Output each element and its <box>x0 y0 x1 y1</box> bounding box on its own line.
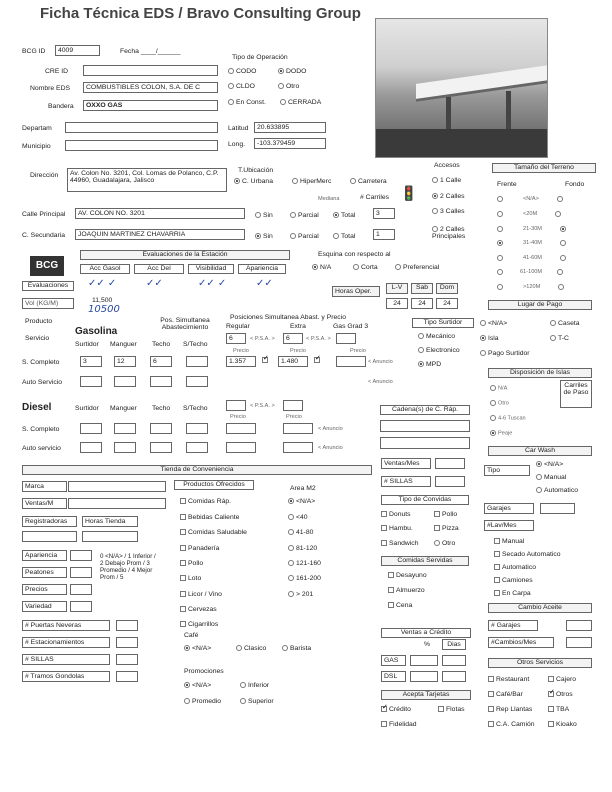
area-gt201[interactable]: > 201 <box>288 591 313 599</box>
calle-principal-field[interactable]: AV. COLON NO. 3201 <box>75 208 245 219</box>
cre-id-label: CRE ID <box>45 68 69 75</box>
cw-carpa[interactable]: En Carpa <box>494 590 531 598</box>
tarjeta-flotas[interactable]: Flotas <box>438 706 465 714</box>
estac-field[interactable] <box>116 637 138 648</box>
eval-mark-acc-del[interactable]: ✓✓ <box>146 278 163 289</box>
eval-col-acc-gasol: Acc Gasol <box>80 264 130 274</box>
comidas-serv-title: Comidas Servidas <box>381 556 469 566</box>
cs-cena[interactable]: Cena <box>388 602 412 610</box>
credito-dias-label: Dias <box>442 639 466 650</box>
as-manguer-field[interactable] <box>114 376 136 387</box>
longitud-field[interactable]: -103.379459 <box>254 138 326 149</box>
esquina-title: Esquina con respecto al <box>318 251 391 258</box>
prod-pollo[interactable]: Pollo <box>180 560 203 568</box>
ventas-m-label: Ventas/M <box>22 498 67 509</box>
apariencia-label: Apariencia <box>22 550 67 561</box>
col-manguer: Manguer <box>110 341 137 348</box>
nombre-eds-label: Nombre EDS <box>30 85 71 92</box>
surtidor-title: Tipo Surtidor <box>412 318 474 328</box>
terreno-row-3[interactable]: 21-30M <box>497 226 568 233</box>
estac-label: # Estacionamientos <box>22 637 110 648</box>
precios-field[interactable] <box>70 584 92 595</box>
precio-diesel-label: Precio <box>230 414 246 420</box>
pos-sim-label: Pos. Simultanea Abastecimiento <box>160 317 210 332</box>
terreno-row-6[interactable]: 61-100M <box>497 269 565 276</box>
precio-gasgrad-field[interactable] <box>336 356 366 367</box>
terreno-title: Tamaño del Terreno <box>492 163 596 173</box>
tarjetas-title: Acepta Tarjetas <box>381 690 471 700</box>
csec-total[interactable]: Total <box>333 233 355 241</box>
prod-cervezas[interactable]: Cervezas <box>180 606 217 614</box>
credito-gas-dias[interactable] <box>442 655 466 666</box>
ubic-urbana[interactable]: C. Urbana <box>234 178 273 186</box>
carriles-field[interactable]: 3 <box>373 208 395 219</box>
gasgrad-pos-field[interactable] <box>336 333 356 344</box>
terreno-row-5[interactable]: 41-60M <box>497 255 568 262</box>
credito-pct-label: % <box>424 641 431 648</box>
servicio-label: Servicio <box>25 335 50 342</box>
horas-col-lv: L-V <box>386 283 408 294</box>
station-photo <box>375 18 548 158</box>
departam-field[interactable] <box>65 122 218 133</box>
as-stecho-field[interactable] <box>186 376 208 387</box>
conv-donuts[interactable]: Donuts <box>381 511 411 519</box>
credito-title: Ventas a Crédito <box>381 628 471 638</box>
peatones-field[interactable] <box>70 567 92 578</box>
cr-sillas-field[interactable] <box>435 476 465 487</box>
psa-regular: < P.S.A. > <box>250 336 275 342</box>
mediana-parcial[interactable]: Parcial <box>290 212 319 220</box>
area-161-200[interactable]: 161-200 <box>288 575 321 583</box>
extra-pos-field[interactable]: 6 <box>283 333 303 344</box>
promo-na[interactable]: <N/A> <box>184 682 211 690</box>
aceite-title: Cambio Aceite <box>488 603 592 613</box>
op-cerrada[interactable]: CERRADA <box>280 99 321 107</box>
prod-cigarrillos[interactable]: Cigarrillos <box>180 621 218 629</box>
diesel-sc-techo[interactable] <box>150 423 172 434</box>
regular-check[interactable] <box>262 357 270 365</box>
horas-tienda-field[interactable] <box>82 531 138 542</box>
garajes-field[interactable] <box>540 503 575 514</box>
calle-principal-label: Calle Principal <box>22 211 66 218</box>
carriles2-field[interactable]: 1 <box>373 229 395 240</box>
conv-sandwich[interactable]: Sandwich <box>381 540 418 548</box>
vol-handwritten: 10500 <box>88 304 120 315</box>
latitud-field[interactable]: 20.633895 <box>254 122 326 133</box>
vol-label: Vol (KG/M) <box>22 298 74 309</box>
area-lt40[interactable]: <40 <box>288 514 308 522</box>
col-techo: Techo <box>152 341 171 348</box>
credito-dsl-label: DSL <box>381 671 406 682</box>
islas-na[interactable]: N/A <box>490 385 507 392</box>
horas-col-dom: Dom <box>436 283 458 294</box>
diesel-precio-field[interactable] <box>226 423 256 434</box>
cr-sillas-label: # SILLAS <box>381 476 431 487</box>
producto-label: Producto <box>25 318 53 325</box>
conv-pollo[interactable]: Pollo <box>434 511 457 519</box>
conv-pizza[interactable]: Pizza <box>434 525 459 533</box>
longitud-label: Long. <box>228 141 246 148</box>
promo-inferior[interactable]: Inferior <box>240 682 269 690</box>
tramos-field[interactable] <box>116 671 138 682</box>
csec-parcial[interactable]: Parcial <box>290 233 319 241</box>
terreno-row-1[interactable]: <N/A> <box>497 196 565 203</box>
variedad-label: Variedad <box>22 601 67 612</box>
acceso-2-principales[interactable]: 2 Calles Principales <box>432 226 466 241</box>
conv-otro[interactable]: Otro <box>434 540 455 548</box>
precios-label: Precios <box>22 584 67 595</box>
diesel-as-precio[interactable] <box>226 442 256 453</box>
carwash-automatico[interactable]: Automatico <box>536 487 578 495</box>
pago-surtidor[interactable]: Pago Surtidor <box>480 350 530 358</box>
conv-hambu[interactable]: Hambu. <box>381 525 413 533</box>
diesel-col-manguer: Manguer <box>110 405 137 412</box>
credito-gas-label: GAS <box>381 655 406 666</box>
gasgrad-label: Gas Grad 3 <box>333 323 369 330</box>
mediana-sin[interactable]: Sin <box>255 212 273 220</box>
aceite-garajes-label: # Garajes <box>488 620 538 631</box>
otros-kioako[interactable]: Kioako <box>548 721 577 729</box>
otros-cafe-bar[interactable]: Café/Bar <box>488 691 523 699</box>
promo-title: Promociones <box>184 668 224 675</box>
cadenas-title: Cadena(s) de C. Ráp. <box>380 405 470 415</box>
diesel-sc-surtidor[interactable] <box>80 423 102 434</box>
pago-tc[interactable]: T-C <box>550 335 569 343</box>
esquina-preferencial[interactable]: Preferencial <box>395 264 439 272</box>
variedad-field[interactable] <box>70 601 92 612</box>
prod-saludable[interactable]: Comidas Saludable <box>180 529 247 537</box>
prod-comidas-rap[interactable]: Comidas Ráp. <box>180 498 231 506</box>
cw-camiones[interactable]: Camiones <box>494 577 533 585</box>
direccion-label: Dirección <box>30 172 59 179</box>
extra-check[interactable] <box>314 357 322 365</box>
op-cldo[interactable]: CLDO <box>228 83 255 91</box>
apariencia-field[interactable] <box>70 550 92 561</box>
scompleto-label: S. Completo <box>22 359 60 366</box>
promo-promedio[interactable]: Promedio <box>184 698 221 706</box>
horas-col-sab: Sab <box>411 283 433 294</box>
precio-gasgrad-label: Precio <box>350 348 366 354</box>
area-81-120[interactable]: 81-120 <box>288 545 317 553</box>
ventas-mes-label: Ventas/Mes <box>381 458 431 469</box>
credito-gas-pct[interactable] <box>410 655 438 666</box>
page-title: Ficha Técnica EDS / Bravo Consulting Group <box>40 5 361 22</box>
aceite-garajes-field[interactable] <box>566 620 592 631</box>
cafe-barista[interactable]: Barista <box>282 645 311 653</box>
csec-sin[interactable]: Sin <box>255 233 273 241</box>
credito-dsl-dias[interactable] <box>442 671 466 682</box>
eval-col-acc-del: Acc Del <box>134 264 184 274</box>
cadenas-field-1[interactable] <box>380 420 470 432</box>
diesel-as-manguer[interactable] <box>114 442 136 453</box>
acceso-2-calles[interactable]: 2 Calles <box>432 193 465 201</box>
credito-dsl-pct[interactable] <box>410 671 438 682</box>
municipio-label: Municipio <box>22 143 51 150</box>
op-dodo[interactable]: DODO <box>278 68 306 76</box>
eval-mark-visibilidad[interactable]: ✓✓ ✓ <box>198 278 227 289</box>
islas-title: Disposición de Islas <box>488 368 592 378</box>
area-na[interactable]: <N/A> <box>288 498 315 506</box>
terreno-row-7[interactable]: >120M <box>497 284 566 291</box>
tarjeta-credito[interactable]: ✓Crédito <box>381 706 411 714</box>
marca-field[interactable] <box>68 481 166 492</box>
esquina-na[interactable]: N/A <box>312 264 331 272</box>
frente-label: Frente <box>497 181 517 188</box>
islas-peaje[interactable]: Peaje <box>490 430 512 437</box>
precio-regular-field[interactable]: 1.357 <box>226 356 256 367</box>
area-41-80[interactable]: 41-80 <box>288 529 313 537</box>
diesel-pos2-field[interactable] <box>283 400 303 411</box>
pago-isla[interactable]: Isla <box>480 335 499 343</box>
diesel-col-surtidor: Surtidor <box>75 405 99 412</box>
area-m2-label: Area M2 <box>290 485 316 492</box>
sc-techo-field[interactable]: 6 <box>150 356 172 367</box>
registradoras-label: Registradoras <box>22 516 77 527</box>
bcg-logo: BCG <box>30 256 64 276</box>
horas-tienda-label: Horas Tienda <box>82 516 138 527</box>
carwash-manual[interactable]: Manual <box>536 474 566 482</box>
fondo-label: Fondo <box>565 181 585 188</box>
marca-label: Marca <box>22 481 67 492</box>
pago-caseta[interactable]: Caseta <box>550 320 580 328</box>
mediana-total[interactable]: Total <box>333 212 355 220</box>
lav-mes-label: #Lav/Mes <box>484 520 534 531</box>
productos-title: Productos Ofrecidos <box>174 480 254 490</box>
cafe-na[interactable]: <N/A> <box>184 645 211 653</box>
evaluaciones-title: Evaluaciones de la Estación <box>80 250 290 260</box>
puertas-label: # Puertas Neveras <box>22 620 110 631</box>
op-en-const[interactable]: En Const. <box>228 99 266 107</box>
tarjeta-fidelidad[interactable]: Fidelidad <box>381 721 417 729</box>
sillas-field[interactable] <box>116 654 138 665</box>
diesel-as-precio2[interactable] <box>283 442 313 453</box>
evaluaciones-label: Evaluaciones <box>22 281 74 291</box>
diesel-as-surtidor[interactable] <box>80 442 102 453</box>
horas-oper-label: Horas Oper. <box>332 286 380 297</box>
latitud-label: Latitud <box>228 125 249 132</box>
ubic-hipermerc[interactable]: HiperMerc <box>292 178 331 186</box>
eval-col-visibilidad: Visibilidad <box>188 264 234 274</box>
otros-ca-camion[interactable]: C.A. Camión <box>488 721 535 729</box>
prod-licor[interactable]: Licor / Vino <box>180 591 222 599</box>
autoservicio-label: Auto Servicio <box>22 379 63 386</box>
diesel-col-techo: Techo <box>152 405 171 412</box>
anuncio-gas-as: < Anuncio <box>368 379 393 385</box>
garajes-label: Garajes <box>484 503 534 514</box>
traffic-light-icon: 🚦 <box>400 185 418 201</box>
anuncio-gas-sc: < Anuncio <box>368 359 393 365</box>
op-otro[interactable]: Otro <box>278 83 299 91</box>
cafe-title: Café <box>184 632 199 639</box>
cadenas-field-2[interactable] <box>380 437 470 449</box>
operacion-title: Tipo de Operación <box>232 54 288 61</box>
carriles-label: # Carriles <box>360 194 390 201</box>
promo-superior[interactable]: Superior <box>240 698 274 706</box>
municipio-field[interactable] <box>65 140 218 151</box>
vol-value[interactable]: 11,500 <box>92 297 113 304</box>
terreno-row-4[interactable]: 31-40M <box>497 240 568 247</box>
cs-almuerzo[interactable]: Almuerzo <box>388 587 425 595</box>
as-techo-field[interactable] <box>150 376 172 387</box>
otros-restaurant[interactable]: Restaurant <box>488 676 529 684</box>
diesel-sc-manguer[interactable] <box>114 423 136 434</box>
bcg-id-label: BCG ID <box>22 48 46 55</box>
carwash-tipo-label: Tipo <box>484 465 530 476</box>
horas-sab-field[interactable]: 24 <box>411 298 433 309</box>
esquina-corta[interactable]: Corta <box>353 264 378 272</box>
ubic-carretera[interactable]: Carretera <box>350 178 387 186</box>
eval-col-apariencia: Apariencia <box>238 264 286 274</box>
ventas-mes-field[interactable] <box>435 458 465 469</box>
cw-manual[interactable]: Manual <box>494 538 524 546</box>
horas-dom-field[interactable]: 24 <box>436 298 458 309</box>
tramos-label: # Tramos Gondolas <box>22 671 110 682</box>
nombre-eds-field[interactable]: COMBUSTIBLES COLON, S.A. DE C <box>83 82 218 93</box>
regular-label: Regular <box>226 323 250 330</box>
prod-loto[interactable]: Loto <box>180 575 201 583</box>
accesos-title: Accesos <box>434 162 460 169</box>
mediana-label: Mediana <box>318 196 340 202</box>
peatones-label: Peatones <box>22 567 67 578</box>
calle-secundaria-label: C. Secundaria <box>22 232 66 239</box>
cre-id-field[interactable] <box>83 65 218 76</box>
surtidor-electronico[interactable]: Electronico <box>418 347 460 355</box>
surtidor-mecanico[interactable]: Mecánico <box>418 333 455 341</box>
anuncio-diesel-sc: < Anuncio <box>318 426 343 432</box>
acceso-1-calle[interactable]: 1 Calle <box>432 177 461 185</box>
eval-mark-acc-gasol[interactable]: ✓✓ ✓ <box>88 278 117 289</box>
fecha-label: Fecha ____/______ <box>120 48 181 55</box>
diesel-as-techo[interactable] <box>150 442 172 453</box>
carwash-na[interactable]: <N/A> <box>536 461 563 469</box>
direccion-field[interactable]: Av. Colon No. 3201, Col. Lomas de Polanco, C.P. 44960, Guadalajara, Jalisco <box>67 168 227 192</box>
convidas-title: Tipo de Convidas <box>381 495 469 505</box>
bcg-id-field[interactable]: 4009 <box>55 45 100 56</box>
bandera-label: Bandera <box>48 103 74 110</box>
pago-na[interactable]: <N/A> <box>480 320 507 328</box>
precio-regular-label: Precio <box>233 348 249 354</box>
regular-pos-field[interactable]: 6 <box>226 333 246 344</box>
pago-title: Lugar de Pago <box>488 300 592 310</box>
as-surtidor-field[interactable] <box>80 376 102 387</box>
bandera-field[interactable]: OXXO GAS <box>83 100 218 111</box>
area-121-160[interactable]: 121-160 <box>288 560 321 568</box>
sc-manguer-field[interactable]: 12 <box>114 356 136 367</box>
puertas-field[interactable] <box>116 620 138 631</box>
op-codo[interactable]: CODO <box>228 68 256 76</box>
otros-tba[interactable]: TBA <box>548 706 569 714</box>
sillas-label: # SILLAS <box>22 654 110 665</box>
extra-label: Extra <box>290 323 306 330</box>
anuncio-diesel-as: < Anuncio <box>318 445 343 451</box>
horas-lv-field[interactable]: 24 <box>386 298 408 309</box>
carwash-title: Car Wash <box>488 446 592 456</box>
sc-surtidor-field[interactable]: 3 <box>80 356 102 367</box>
sc-stecho-field[interactable] <box>186 356 208 367</box>
psa-extra: < P.S.A. > <box>306 336 331 342</box>
carriles-paso-label: Carriles de Paso <box>560 380 592 408</box>
cafe-clasico[interactable]: Clasico <box>236 645 266 653</box>
diesel-precio2-field[interactable] <box>283 423 313 434</box>
psa-diesel: < P.S.A. > <box>250 403 275 409</box>
ventas-m-field[interactable] <box>68 498 166 509</box>
islas-otro[interactable]: Otro <box>490 400 509 407</box>
prod-panaderia[interactable]: Panadería <box>180 545 219 553</box>
islas-4-6[interactable]: 4-6 Tuscan <box>490 415 526 422</box>
cw-secado[interactable]: Secado Automatico <box>494 551 561 559</box>
otros-rep-llantas[interactable]: Rep Llantas <box>488 706 532 714</box>
precio-diesel2-label: Precio <box>286 414 302 420</box>
registradoras-field[interactable] <box>22 531 77 542</box>
diesel-as-stecho[interactable] <box>186 442 208 453</box>
diesel-sc-stecho[interactable] <box>186 423 208 434</box>
eval-mark-apariencia[interactable]: ✓✓ <box>256 278 273 289</box>
ubicacion-title: T.Ubicación <box>238 167 274 174</box>
col-surtidor: Surtidor <box>75 341 99 348</box>
gasolina-label: Gasolina <box>75 326 118 337</box>
precio-extra-label: Precio <box>290 348 306 354</box>
col-stecho: S/Techo <box>183 341 208 348</box>
surtidor-mpd[interactable]: MPD <box>418 361 441 369</box>
cw-automatico[interactable]: Automatico <box>494 564 536 572</box>
otros-cajero[interactable]: Cajero <box>548 676 576 684</box>
prod-bebidas[interactable]: Bebidas Caliente <box>180 514 239 522</box>
diesel-pos-field[interactable] <box>226 400 246 411</box>
otros-otros[interactable]: ✓ Otros <box>548 691 573 699</box>
departam-label: Departam <box>22 125 52 132</box>
tienda-title: Tienda de Conveniencia <box>22 465 372 475</box>
otros-title: Otros Servicios <box>488 658 592 668</box>
pos-sim2-label: Posiciones Simultanea Abast. y Precio <box>230 314 346 321</box>
acceso-3-calles[interactable]: 3 Calles <box>432 208 465 216</box>
diesel-scompleto-label: S. Completo <box>22 426 60 433</box>
aceite-cambios-field[interactable] <box>566 637 592 648</box>
cs-desayuno[interactable]: Desayuno <box>388 572 427 580</box>
diesel-autoservicio-label: Auto servicio <box>22 445 61 452</box>
diesel-col-stecho: S/Techo <box>183 405 208 412</box>
rating-scale-legend: 0 <N/A> / 1 Inferior / 2 Debajo Prom / 3 Promedio / 4 Mejor Prom / 5 <box>100 553 156 582</box>
diesel-label: Diesel <box>22 402 52 413</box>
calle-secundaria-field[interactable]: JOAQUIN MARTINEZ CHAVARRIA <box>75 229 245 240</box>
terreno-row-2[interactable]: <20M <box>497 211 563 218</box>
aceite-cambios-label: #Cambios/Mes <box>488 637 554 648</box>
precio-extra-field[interactable]: 1.480 <box>278 356 308 367</box>
